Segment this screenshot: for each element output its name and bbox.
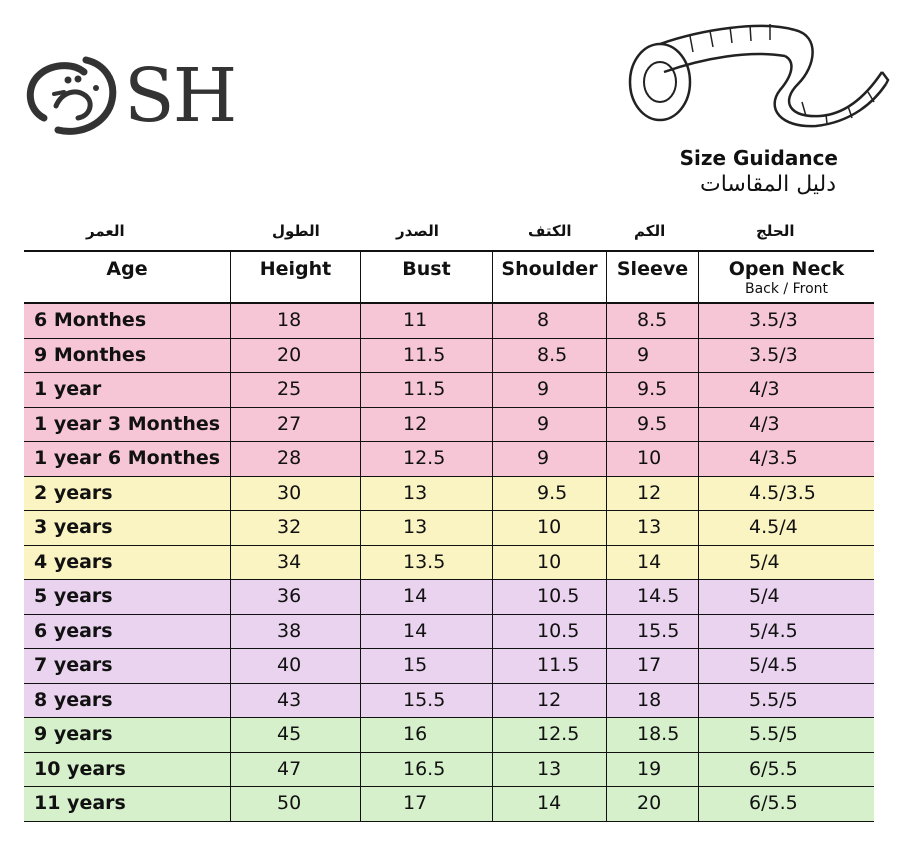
- header-open-neck: Open Neck Back / Front: [698, 252, 874, 304]
- arabic-header-shoulder: الكتف: [528, 222, 572, 240]
- cell-bust: 14: [360, 580, 492, 614]
- cell-bust: 16.5: [360, 753, 492, 787]
- cell-height: 45: [230, 718, 360, 752]
- cell-height: 38: [230, 615, 360, 649]
- table-row: [24, 615, 874, 650]
- table-row: [24, 373, 874, 408]
- cell-bust: 13.5: [360, 546, 492, 580]
- table-row: [24, 442, 874, 477]
- cell-open-neck: 4/3: [698, 373, 874, 407]
- cell-height: 27: [230, 408, 360, 442]
- cell-height: 34: [230, 546, 360, 580]
- cell-shoulder: 10.5: [492, 615, 606, 649]
- cell-age: 6 years: [34, 619, 113, 642]
- header-open-neck-sub: Back / Front: [744, 281, 828, 297]
- logo-text: SH: [124, 53, 236, 139]
- cell-height: 30: [230, 477, 360, 511]
- cell-shoulder: 8: [492, 304, 606, 338]
- cell-open-neck: 6/5.5: [698, 753, 874, 787]
- arabic-header-height: الطول: [272, 222, 320, 240]
- cell-bust: 11: [360, 304, 492, 338]
- cell-height: 32: [230, 511, 360, 545]
- cell-shoulder: 8.5: [492, 339, 606, 373]
- header-shoulder: Shoulder: [492, 252, 606, 304]
- cell-age: 9 Monthes: [34, 343, 147, 366]
- table-row: [24, 511, 874, 546]
- cell-age: 11 years: [34, 792, 126, 814]
- header-bust: Bust: [360, 252, 492, 304]
- cell-bust: 13: [360, 511, 492, 545]
- table-header-row: [24, 250, 874, 304]
- cell-open-neck: 6/5.5: [698, 787, 874, 821]
- cell-open-neck: 5/4.5: [698, 649, 874, 683]
- table-row: [24, 304, 874, 339]
- cell-sleeve: 14: [606, 546, 698, 580]
- cell-shoulder: 13: [492, 753, 606, 787]
- table-row: [24, 684, 874, 719]
- cell-age: 4 years: [34, 550, 113, 573]
- table-row: [24, 408, 874, 443]
- cell-age: 9 years: [34, 723, 113, 745]
- cell-open-neck: 5.5/5: [698, 718, 874, 752]
- table-row: [24, 787, 874, 822]
- size-guidance-title-arabic: دليل المقاسات: [699, 172, 836, 197]
- table-row: [24, 753, 874, 788]
- cell-age: 1 year: [34, 378, 102, 400]
- cell-bust: 12.5: [360, 442, 492, 476]
- cell-bust: 17: [360, 787, 492, 821]
- cell-open-neck: 3.5/3: [698, 304, 874, 338]
- cell-sleeve: 9: [606, 339, 698, 373]
- cell-open-neck: 5/4.5: [698, 615, 874, 649]
- table-row: [24, 649, 874, 684]
- cell-open-neck: 3.5/3: [698, 339, 874, 373]
- cell-height: 43: [230, 684, 360, 718]
- cell-sleeve: 15.5: [606, 615, 698, 649]
- cell-shoulder: 14: [492, 787, 606, 821]
- cell-age: 10 years: [34, 757, 126, 780]
- cell-age: 7 years: [34, 654, 113, 676]
- cell-shoulder: 11.5: [492, 649, 606, 683]
- cell-shoulder: 12: [492, 684, 606, 718]
- arabic-header-sleeve: الكم: [634, 222, 666, 240]
- cell-height: 50: [230, 787, 360, 821]
- cell-sleeve: 18: [606, 684, 698, 718]
- cell-height: 28: [230, 442, 360, 476]
- table-row: [24, 718, 874, 753]
- cell-sleeve: 10: [606, 442, 698, 476]
- header-height: Height: [230, 252, 360, 304]
- cell-age: 1 year 6 Monthes: [34, 447, 221, 469]
- cell-height: 20: [230, 339, 360, 373]
- cell-age: 2 years: [34, 481, 113, 504]
- cell-bust: 13: [360, 477, 492, 511]
- cell-bust: 15.5: [360, 684, 492, 718]
- table-row: [24, 546, 874, 581]
- cell-sleeve: 13: [606, 511, 698, 545]
- cell-open-neck: 5.5/5: [698, 684, 874, 718]
- cell-bust: 11.5: [360, 373, 492, 407]
- cell-age: 1 year 3 Monthes: [34, 412, 221, 435]
- cell-sleeve: 18.5: [606, 718, 698, 752]
- size-table: [24, 250, 874, 822]
- cell-height: 18: [230, 304, 360, 338]
- cell-shoulder: 9: [492, 373, 606, 407]
- header-age: Age: [106, 258, 148, 280]
- cell-open-neck: 5/4: [698, 546, 874, 580]
- cell-age: 3 years: [34, 516, 113, 538]
- cell-shoulder: 10: [492, 511, 606, 545]
- cell-sleeve: 12: [606, 477, 698, 511]
- size-guidance-title: Size Guidance: [679, 146, 838, 170]
- cell-sleeve: 20: [606, 787, 698, 821]
- logo-calligraphy-icon: [24, 48, 122, 144]
- table-row: [24, 339, 874, 374]
- cell-height: 40: [230, 649, 360, 683]
- cell-shoulder: 9: [492, 442, 606, 476]
- cell-shoulder: 9: [492, 408, 606, 442]
- cell-open-neck: 4.5/3.5: [698, 477, 874, 511]
- cell-height: 25: [230, 373, 360, 407]
- cell-shoulder: 10.5: [492, 580, 606, 614]
- table-row: [24, 580, 874, 615]
- cell-bust: 12: [360, 408, 492, 442]
- arabic-header-age: العمر: [86, 222, 125, 240]
- arabic-header-bust: الصدر: [396, 222, 439, 240]
- cell-open-neck: 4/3: [698, 408, 874, 442]
- cell-sleeve: 19: [606, 753, 698, 787]
- arabic-header-open-neck: الحلج: [756, 222, 795, 240]
- cell-age: 6 Monthes: [34, 309, 147, 331]
- cell-bust: 16: [360, 718, 492, 752]
- cell-sleeve: 17: [606, 649, 698, 683]
- cell-height: 36: [230, 580, 360, 614]
- header-sleeve: Sleeve: [606, 252, 698, 304]
- cell-open-neck: 4/3.5: [698, 442, 874, 476]
- cell-bust: 15: [360, 649, 492, 683]
- table-row: [24, 477, 874, 512]
- cell-sleeve: 9.5: [606, 408, 698, 442]
- cell-open-neck: 5/4: [698, 580, 874, 614]
- cell-sleeve: 9.5: [606, 373, 698, 407]
- cell-sleeve: 14.5: [606, 580, 698, 614]
- cell-age: 5 years: [34, 585, 113, 607]
- cell-bust: 11.5: [360, 339, 492, 373]
- cell-shoulder: 10: [492, 546, 606, 580]
- brand-logo: [24, 48, 264, 144]
- cell-open-neck: 4.5/4: [698, 511, 874, 545]
- table-body: [24, 304, 874, 822]
- cell-sleeve: 8.5: [606, 304, 698, 338]
- cell-height: 47: [230, 753, 360, 787]
- cell-age: 8 years: [34, 688, 113, 711]
- measuring-tape-icon: [620, 10, 890, 130]
- cell-bust: 14: [360, 615, 492, 649]
- cell-shoulder: 12.5: [492, 718, 606, 752]
- cell-shoulder: 9.5: [492, 477, 606, 511]
